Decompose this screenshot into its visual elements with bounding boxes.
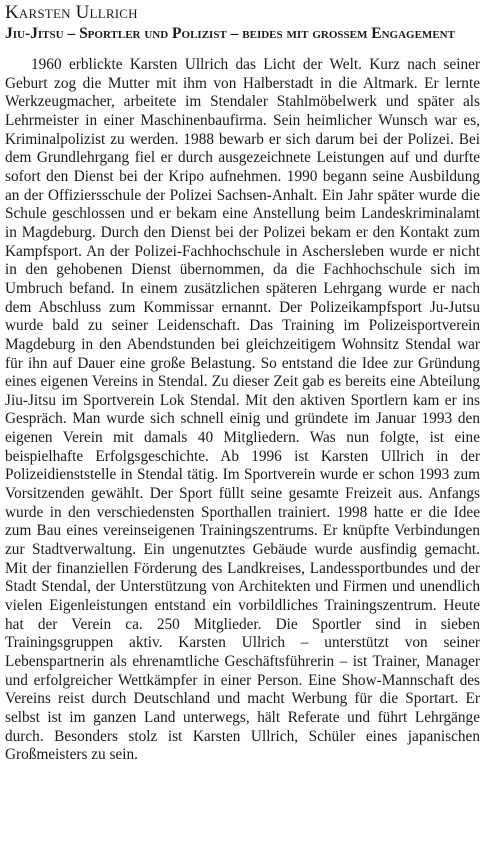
- article-title: Jiu-Jitsu – Sportler und Polizist – beides mit großem Engagement: [5, 25, 455, 42]
- article-body: 1960 erblickte Karsten Ullrich das Licht der Welt. Kurz nach seiner Geburt zog die Mutter mit ihm von Halberstadt in die Altmark. Er lernte Werkzeugmacher, arbeitete im Stendaler Stahlmöbelwerk und später als Lehrmeister in einer Maschinenbaufirma. Sein heimlicher Wunsch war es, Kriminalpolizist zu werden. 1988 bewarb er sich darum bei der Polizei. Bei dem Grundlehrgang fiel er durch ausgezeichnete Leistungen auf und durfte sofort den Dienst bei der Kripo aufnehmen. 1990 begann seine Ausbildung an der Offiziersschule der Polizei Sachsen-Anhalt. Ein Jahr später wurde die Schule geschlossen und er bekam eine Anstellung beim Landeskriminalamt in Magdeburg. Durch den Dienst bei der Polizei bekam er den Kontakt zum Kampfsport. An der Polizei-Fachhochschule in Aschersleben wurde er nicht in den gehobenen Dienst übernommen, da die Fachhochschule sich im Umbruch befand. In einem zusätzlichen späteren Lehrgang wurde er nach dem Abschluss zum Kommissar ernannt. Der Polizeikampfsport Ju-Jutsu wurde bald zu seiner Leidenschaft. Das Training im Polizeisportverein Magdeburg in den Abendstunden bei gleichzeitigem Wohnsitz Stendal war für ihn auf Dauer eine große Belastung. So entstand die Idee zur Gründung eines eigenen Vereins in Stendal. Zu dieser Zeit gab es bereits eine Abteilung Jiu-Jitsu im Sportverein Lok Stendal. Mit den aktiven Sportlern kam er ins Gespräch. Man wurde sich schnell einig und gründete im Januar 1993 den eigenen Verein mit damals 40 Mitgliedern. Was nun folgte, ist eine beispielhafte Erfolgsgeschichte. Ab 1996 ist Karsten Ullrich in der Polizeidienststelle in Stendal tätig. Im Sportverein wurde er schon 1993 zum Vorsitzenden gewählt. Der Sport füllt seine gesamte Freizeit aus. Anfangs wurde in den verschiedensten Sporthallen trainiert. 1998 hatte er die Idee zum Bau eines vereinseigenen Trainingszentrums. Er knüpfte Verbindungen zur Stadtverwaltung. Ein ungenutztes Gebäude wurde ausfindig gemacht. Mit der finanziellen Förderung des Landkreises, Landessportbundes und der Stadt Stendal, der Unterstützung von Architekten und Firmen und unendlich vielen Eigenleistungen entstand ein vorbildliches Trainingszentrum. Heute hat der Verein ca. 250 Mitglieder. Die Sportler sind in sieben Trainingsgruppen aktiv. Karsten Ullrich – unterstützt von seiner Lebenspartnerin als ehrenamtliche Geschäftsführerin – ist Trainer, Manager und erfolgreicher Wettkämpfer in einer Person. Eine Show-Mannschaft des Vereins reist durch Deutschland und macht Werbung für die Sportart. Er selbst ist im ganzen Land unterwegs, hält Referate und führt Lehrgänge durch. Besonders stolz ist Karsten Ullrich, Schüler eines japanischen Großmeisters zu sein.: [5, 56, 480, 764]
- author-heading: Karsten Ullrich: [5, 2, 138, 23]
